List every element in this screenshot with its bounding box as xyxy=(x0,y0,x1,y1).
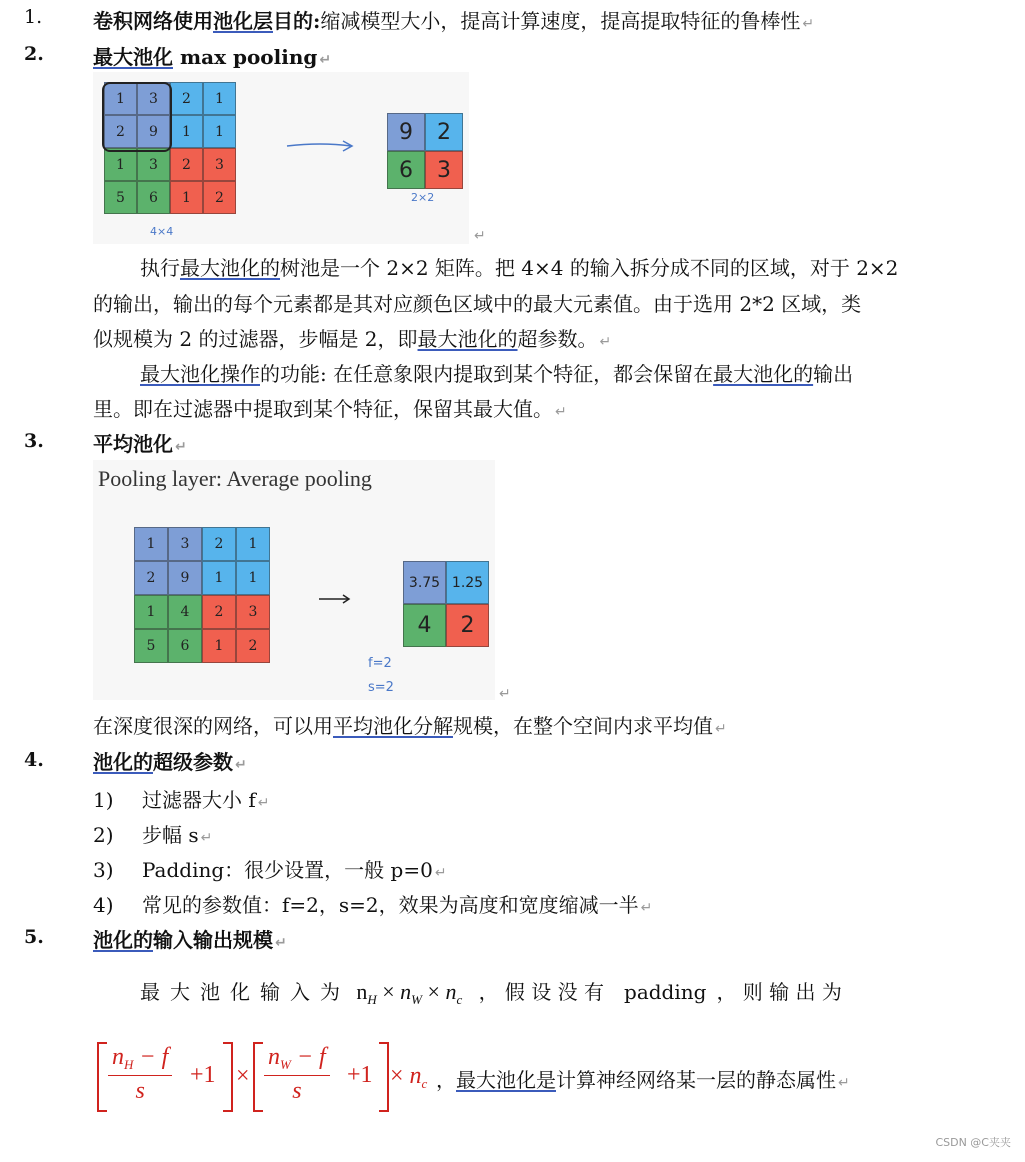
paragraph-mark: ↵ xyxy=(802,16,815,32)
s5-line1 xyxy=(140,976,842,1008)
grid-cell: 1 xyxy=(203,115,236,148)
grid-cell: 5 xyxy=(104,181,137,214)
list-text: 步幅 s xyxy=(142,823,199,847)
grid-cell: 1 xyxy=(202,629,236,663)
text: padding xyxy=(624,980,707,1004)
grid-cell: 5 xyxy=(134,629,168,663)
s3-paragraph xyxy=(93,710,727,739)
grid-cell: 1 xyxy=(104,148,137,181)
arrow-right-icon xyxy=(318,592,352,606)
paragraph-mark: ↵ xyxy=(499,686,511,702)
grid-cell: 3 xyxy=(425,151,463,189)
s2-para1-line3 xyxy=(93,323,611,352)
grid-cell: 2 xyxy=(134,561,168,595)
text: 规模，在整个空间内求平均值 xyxy=(453,714,713,738)
char: 入 xyxy=(290,980,310,1004)
text: 超级参数 xyxy=(153,750,233,774)
grid-cell: 1 xyxy=(134,527,168,561)
grid-cell: 2 xyxy=(170,82,203,115)
link-max-pooling[interactable]: 最大池化的 xyxy=(713,362,814,386)
grid-cell: 2 xyxy=(202,527,236,561)
section-5-title xyxy=(93,924,287,953)
grid-cell: 1 xyxy=(236,527,270,561)
plus-one: +1 xyxy=(190,1062,216,1088)
watermark: CSDN @C夹夹 xyxy=(935,1136,1011,1149)
fraction-w: $\frac{n_W - f}{s}$ xyxy=(264,1044,330,1105)
hyper-s-label: s=2 xyxy=(368,680,394,695)
paragraph-mark: ↵ xyxy=(275,935,287,951)
fraction-h: $\frac{n_H - f}{s}$ xyxy=(108,1044,172,1105)
text: 超参数。 xyxy=(517,327,598,351)
figure-title: Pooling layer: Average pooling xyxy=(98,466,372,491)
grid-cell: 2 xyxy=(446,604,489,647)
list-item xyxy=(93,854,447,883)
s2-para1-line2: 的输出，输出的每个元素都是其对应颜色区域中的最大元素值。由于选用 2*2 区域，类 xyxy=(93,292,862,316)
grid-cell: 3 xyxy=(137,148,170,181)
char: 池 xyxy=(200,980,220,1004)
link-pooling[interactable]: 池化的 xyxy=(93,928,153,952)
arrow-right-icon xyxy=(285,136,357,156)
section-1-number: 1. xyxy=(24,6,43,28)
grid-cell: 2 xyxy=(203,181,236,214)
grid-cell: 3 xyxy=(137,82,170,115)
s2-title-link[interactable]: 最大池化 xyxy=(93,45,173,69)
right-bracket xyxy=(379,1042,389,1112)
s2-para2-line1 xyxy=(140,358,853,387)
section-4-title xyxy=(93,746,247,775)
text: 在深度很深的网络，可以用 xyxy=(93,714,333,738)
paragraph-mark: ↵ xyxy=(599,334,612,350)
list-number: 1) xyxy=(93,788,114,812)
grid-cell: 9 xyxy=(387,113,425,151)
s1-title: 卷积网络使用 xyxy=(93,9,213,33)
plus-one: +1 xyxy=(347,1062,373,1088)
text: ， 则 输 出 为 xyxy=(716,980,842,1004)
link-max-pooling-op[interactable]: 最大池化操作 xyxy=(140,362,260,386)
grid-cell: 2 xyxy=(202,595,236,629)
left-bracket xyxy=(253,1042,263,1112)
grid-cell: 3.75 xyxy=(403,561,446,604)
list-text: Padding：很少设置，一般 p=0 xyxy=(142,858,433,882)
s1-title-link[interactable]: 池化层 xyxy=(213,9,273,33)
section-1-line xyxy=(93,5,814,34)
grid-cell: 1 xyxy=(170,115,203,148)
grid-cell: 2 xyxy=(170,148,203,181)
grid-cell: 3 xyxy=(168,527,202,561)
list-number: 3) xyxy=(93,858,114,882)
paragraph-mark: ↵ xyxy=(555,404,567,420)
char: 大 xyxy=(170,980,190,1004)
s2-title-en: max pooling xyxy=(173,45,318,69)
text: ， 假 设 没 有 xyxy=(478,980,605,1004)
paragraph-mark: ↵ xyxy=(838,1075,850,1091)
grid-cell: 9 xyxy=(137,115,170,148)
paragraph-mark: ↵ xyxy=(474,228,486,244)
list-text: 常见的参数值：f=2，s=2，效果为高度和宽度缩减一半 xyxy=(142,893,639,917)
grid-cell: 2 xyxy=(236,629,270,663)
hyper-f-label: f=2 xyxy=(368,656,392,671)
text: 似规模为 2 的过滤器，步幅是 2，即 xyxy=(93,327,418,351)
paragraph-mark: ↵ xyxy=(715,721,727,737)
grid-cell: 6 xyxy=(387,151,425,189)
grid-cell: 1 xyxy=(202,561,236,595)
right-bracket xyxy=(223,1042,233,1112)
section-5-number: 5. xyxy=(24,926,44,948)
grid-cell: 6 xyxy=(137,181,170,214)
section-2-number: 2. xyxy=(24,43,44,65)
text: 输入输出规模 xyxy=(153,928,273,952)
highlight-region-box xyxy=(102,82,172,152)
list-item xyxy=(93,819,212,848)
grid-cell: 1 xyxy=(134,595,168,629)
char: 最 xyxy=(140,980,160,1004)
list-item xyxy=(93,784,270,813)
grid-cell: 6 xyxy=(168,629,202,663)
section-3-number: 3. xyxy=(24,430,44,452)
input-size-label: 4×4 xyxy=(150,225,174,238)
grid-cell: 1.25 xyxy=(446,561,489,604)
grid-cell: 1 xyxy=(104,82,137,115)
text: 平均池化 xyxy=(93,432,173,456)
left-bracket xyxy=(97,1042,107,1112)
section-3-title xyxy=(93,428,187,457)
grid-cell: 2 xyxy=(104,115,137,148)
s2-para1-line1 xyxy=(140,252,898,281)
char: 化 xyxy=(230,980,250,1004)
grid-cell: 2 xyxy=(425,113,463,151)
grid-cell: 3 xyxy=(236,595,270,629)
grid-cell: 1 xyxy=(236,561,270,595)
link-pooling[interactable]: 池化的 xyxy=(93,750,153,774)
paragraph-mark: ↵ xyxy=(434,865,447,881)
text: 执行 xyxy=(140,256,180,280)
char: 为 xyxy=(320,980,340,1004)
paragraph-mark: ↵ xyxy=(200,830,213,846)
text: 的功能: 在任意象限内提取到某个特征，都会保留在 xyxy=(260,362,714,386)
grid-cell: 4 xyxy=(168,595,202,629)
section-2-title xyxy=(93,41,331,70)
times-sign: × xyxy=(236,1063,250,1089)
grid-cell: 3 xyxy=(203,148,236,181)
s2-para2-line2 xyxy=(93,393,567,422)
text: 里。即在过滤器中提取到某个特征，保留其最大值。 xyxy=(93,397,553,421)
input-size-expression: $n_H \times n_W \times n_c$ xyxy=(356,979,463,1007)
list-number: 2) xyxy=(93,823,114,847)
char: 输 xyxy=(260,980,280,1004)
list-text: 过滤器大小 f xyxy=(142,788,256,812)
grid-cell: 9 xyxy=(168,561,202,595)
link-average-pooling[interactable]: 平均池化分解 xyxy=(333,714,453,738)
link-max-pooling[interactable]: 最大池化的 xyxy=(417,327,518,351)
paragraph-mark: ↵ xyxy=(257,795,270,811)
grid-cell: 4 xyxy=(403,604,446,647)
paragraph-mark: ↵ xyxy=(319,52,332,68)
paragraph-mark: ↵ xyxy=(640,900,653,916)
grid-cell: 1 xyxy=(203,82,236,115)
s5-after-formula: ，最大池化是计算神经网络某一层的静态属性 ↵ xyxy=(436,1068,850,1092)
text: 树池是一个 2×2 矩阵。把 4×4 的输入拆分成不同的区域，对于 2×2 xyxy=(280,256,899,280)
times-nc: × $n_c$ xyxy=(390,1063,428,1091)
paragraph-mark: ↵ xyxy=(175,439,187,455)
s1-title-b: 目的: xyxy=(273,9,321,33)
list-number: 4) xyxy=(93,893,114,917)
section-4-number: 4. xyxy=(24,749,44,771)
s1-body: 缩减模型大小，提高计算速度，提高提取特征的鲁棒性 xyxy=(320,9,801,33)
output-size-label: 2×2 xyxy=(411,191,435,204)
link-max-pooling[interactable]: 最大池化是 xyxy=(456,1068,556,1092)
grid-cell: 1 xyxy=(170,181,203,214)
text: 输出 xyxy=(813,362,854,386)
paragraph-mark: ↵ xyxy=(235,757,247,773)
text: 计算神经网络某一层的静态属性 xyxy=(556,1068,836,1092)
link-max-pooling[interactable]: 最大池化的 xyxy=(180,256,280,280)
list-item xyxy=(93,889,652,918)
